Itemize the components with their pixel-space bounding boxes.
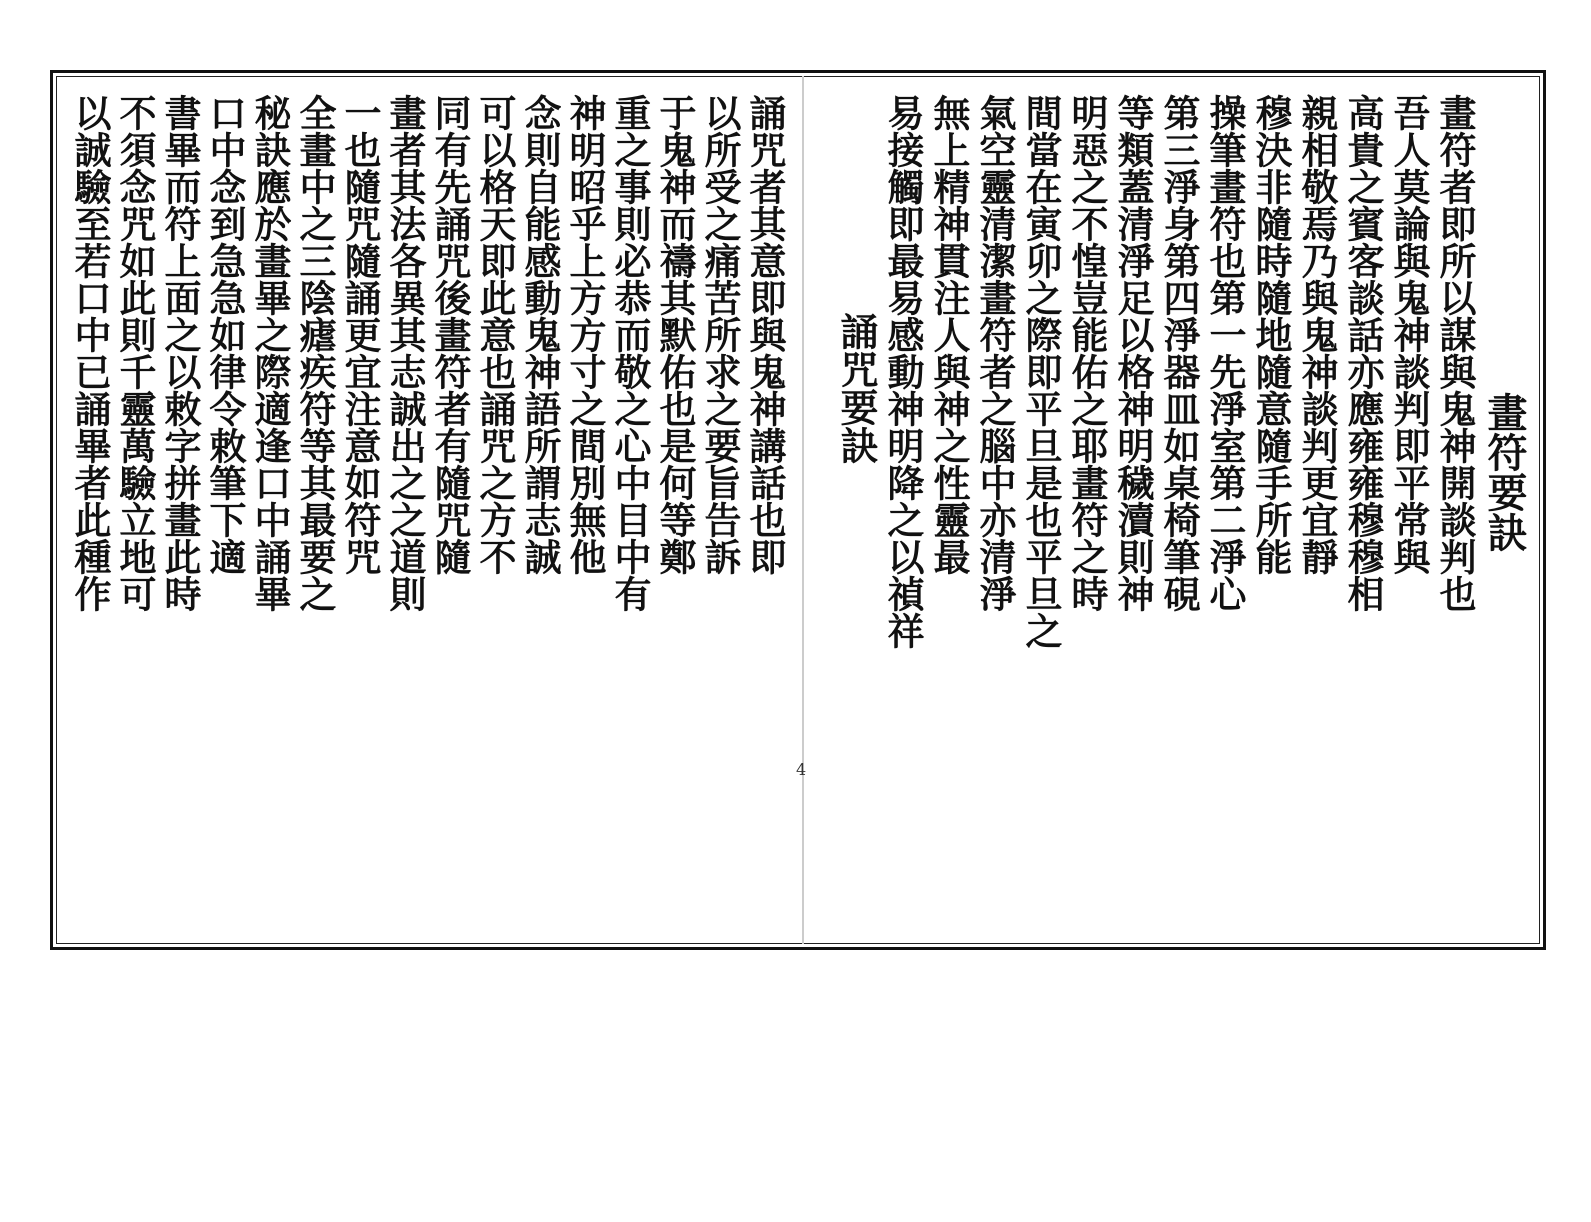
text-column: 操筆畫符也第一先淨室第二淨心 — [1203, 94, 1246, 612]
page-number: 4 — [796, 760, 807, 779]
text-column: 誦咒者其意即與鬼神講話也即 — [743, 94, 786, 575]
text-column: 口中念到急急如律令敕筆下適 — [203, 94, 246, 575]
text-column: 畫者其法各異其志誠出之之道則 — [383, 94, 426, 612]
text-column: 重之事則必恭而敬之心中目中有 — [608, 94, 651, 612]
text-column: 以誠驗至若口中已誦畢者此種作 — [68, 94, 111, 612]
book-gutter — [802, 76, 804, 944]
text-column: 全畫中之三陰瘧疾符等其最要之 — [293, 94, 336, 612]
text-column: 同有先誦咒後畫符者有隨咒隨 — [428, 94, 471, 575]
text-column: 穆決非隨時隨地隨意隨手所能 — [1249, 94, 1292, 575]
text-column: 于鬼神而禱其默佑也是何等鄭 — [653, 94, 696, 575]
text-column: 畫符者即所以謀與鬼神開談判也 — [1433, 94, 1476, 612]
text-column: 明惡之不惶豈能佑之耶畫符之時 — [1065, 94, 1108, 612]
text-column: 一也隨咒隨誦更宜注意如符咒 — [338, 94, 381, 575]
section-subtitle: 誦咒要訣 — [834, 312, 878, 464]
text-column: 第三淨身第四淨器皿如桌椅筆硯 — [1157, 94, 1200, 612]
section-title: 畫符要訣 — [1481, 392, 1527, 552]
text-column: 間當在寅卯之際即平旦是也平旦之 — [1019, 94, 1062, 649]
text-column: 易接觸即最易感動神明降之以禎祥 — [881, 94, 924, 649]
text-column: 可以格天即此意也誦咒之方不 — [473, 94, 516, 575]
text-column: 氣空靈清潔畫符者之腦中亦清淨 — [973, 94, 1016, 612]
right-page — [812, 82, 1534, 932]
text-column: 以所受之痛苦所求之要旨告訴 — [698, 94, 741, 575]
text-column: 念則自能感動鬼神語所謂志誠 — [518, 94, 561, 575]
text-column: 秘訣應於畫畢之際適逢口中誦畢 — [248, 94, 291, 612]
text-column: 高貴之賓客談話亦應雍雍穆穆相 — [1341, 94, 1384, 612]
text-column: 親相敬焉乃與鬼神談判更宜靜 — [1295, 94, 1338, 575]
text-column: 等類蓋清淨足以格神明穢瀆則神 — [1111, 94, 1154, 612]
text-column: 無上精神貫注人與神之性靈最 — [927, 94, 970, 575]
text-column: 吾人莫論與鬼神談判即平常與 — [1387, 94, 1430, 575]
left-page — [62, 82, 794, 932]
text-column: 書畢而符上面之以敕字拼畫此時 — [158, 94, 201, 612]
text-column: 不須念咒如此則千靈萬驗立地可 — [113, 94, 156, 612]
text-column: 神明昭乎上方方寸之間別無他 — [563, 94, 606, 575]
